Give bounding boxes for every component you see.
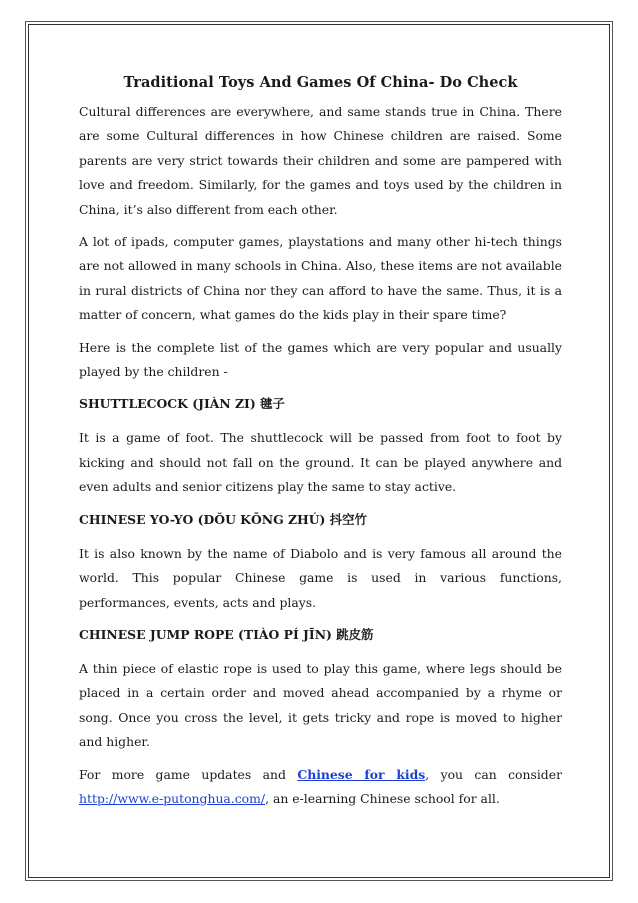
section-body-jump-rope: A thin piece of elastic rope is used to play this game, where legs should be placed in a certain order and moved ahead accompanied by a rhyme or song. Once you cross the level, it gets tricky and rope is moved to higher and higher. xyxy=(79,660,562,750)
closing-paragraph xyxy=(79,763,562,812)
e-putonghua-url-link[interactable]: http://www.e-putonghua.com/ xyxy=(79,790,266,806)
document-body xyxy=(79,72,562,819)
section-heading-jump-rope: CHINESE JUMP ROPE (TIÀO PÍ JĪN) 跳皮筋 xyxy=(79,626,374,642)
chinese-for-kids-link[interactable]: Chinese for kids xyxy=(297,766,426,782)
closing-text-2: , you can consider xyxy=(425,766,562,782)
section-body-chinese-yoyo: It is also known by the name of Diabolo and is very famous all around the world. This popular Chinese game is used in various functions, performances, events, acts and plays. xyxy=(79,545,562,610)
section-body-shuttlecock: It is a game of foot. The shuttlecock will be passed from foot to foot by kicking and should not fall on the ground. It can be played anywhere and even adults and senior citizens play the same to stay active. xyxy=(79,430,562,495)
document-title: Traditional Toys And Games Of China- Do Check xyxy=(123,74,518,91)
intro-paragraph-3: Here is the complete list of the games which are very popular and usually played by the children - xyxy=(79,339,562,380)
section-heading-shuttlecock: SHUTTLECOCK (JIÀN ZI) 毽子 xyxy=(79,396,285,412)
closing-text-3: , an e-learning Chinese school for all. xyxy=(265,790,500,806)
intro-paragraph-1: Cultural differences are everywhere, and same stands true in China. There are some Cultural differences in how Chinese children are raised. Some parents are very strict towards their children and some are pampered with love and freedom. Similarly, for the games and toys used by the children in China, it’s also different from each other. xyxy=(79,104,562,217)
closing-text-1: For more game updates and xyxy=(79,766,298,782)
section-heading-chinese-yoyo: CHINESE YO-YO (DǑU KŌNG ZHÚ) 抖空竹 xyxy=(79,511,367,527)
intro-paragraph-2: A lot of ipads, computer games, playstations and many other hi-tech things are not allowed in many schools in China. Also, these items are not available in rural districts of China nor they can afford to have the same. Thus, it is a matter of concern, what games do the kids play in their spare time? xyxy=(79,234,562,323)
